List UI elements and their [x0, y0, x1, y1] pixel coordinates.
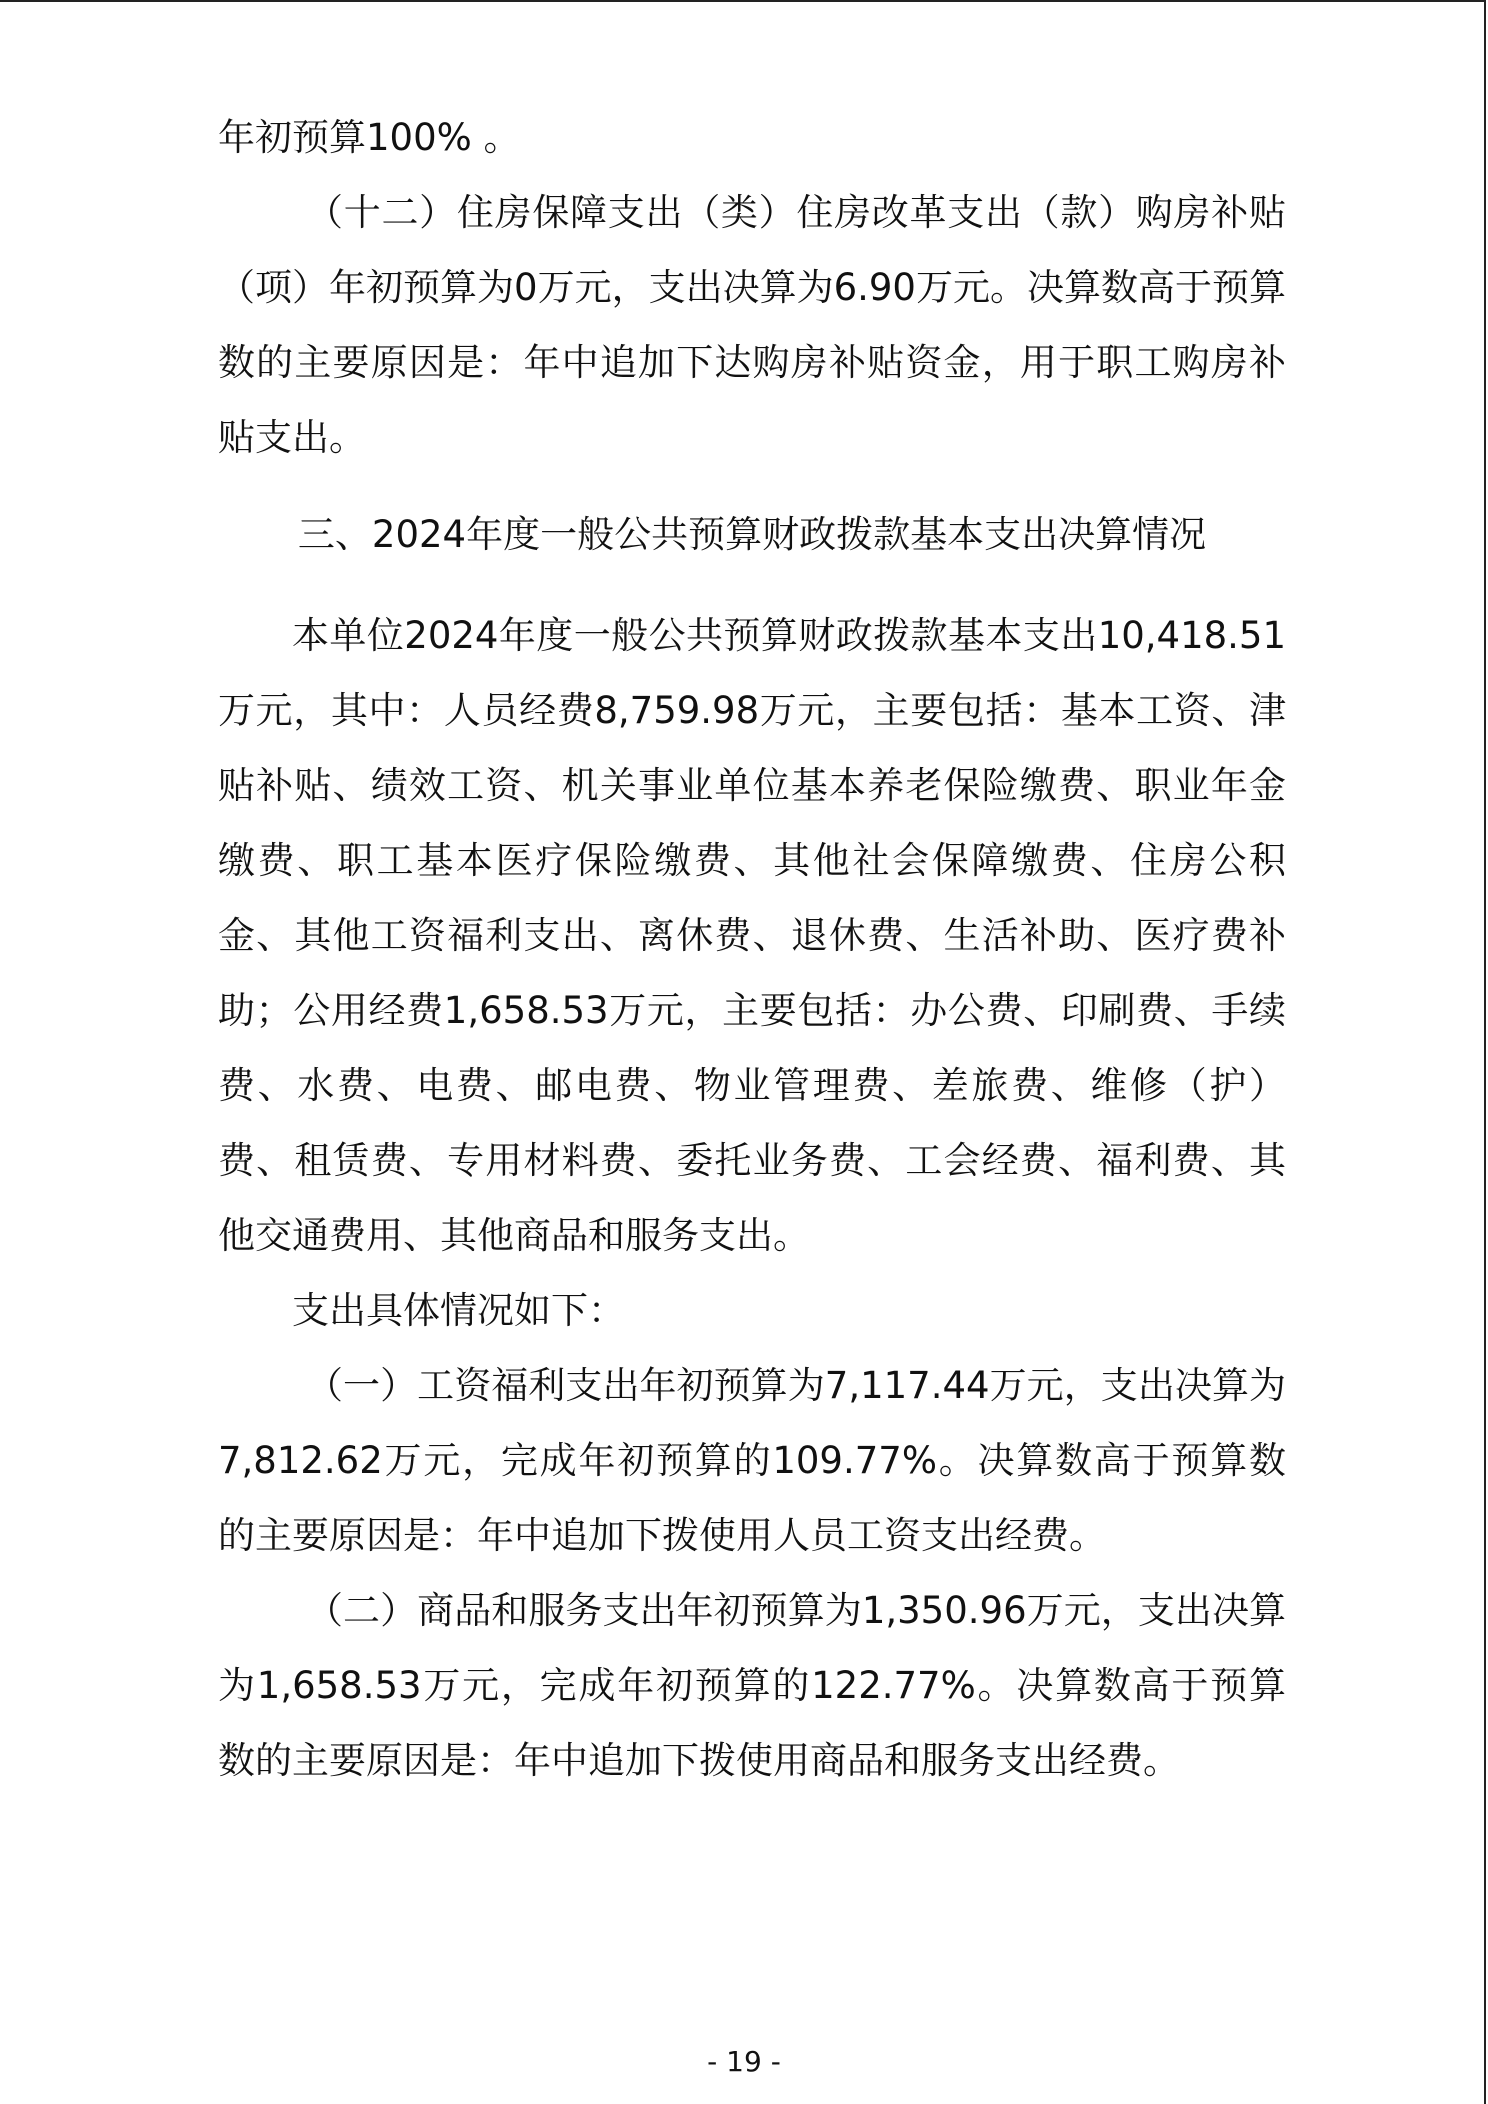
paragraph-item-1-wages: （一）工资福利支出年初预算为7,117.44万元，支出决算为7,812.62万元，完成年初预算的109.77%。决算数高于预算数的主要原因是：年中追加下拨使用人员工资支出经费。 [218, 1364, 1286, 1557]
page-number: - 19 - [707, 2045, 781, 2078]
document-body [218, 100, 1286, 1798]
section-heading: 三、2024年度一般公共预算财政拨款基本支出决算情况 [297, 513, 1207, 556]
paragraph-item-2-goods-services: （二）商品和服务支出年初预算为1,350.96万元，支出决算为1,658.53万元，完成年初预算的122.77%。决算数高于预算数的主要原因是：年中追加下拨使用商品和服务支出经费。 [218, 1589, 1286, 1782]
paragraph-basic-expenditure: 本单位2024年度一般公共预算财政拨款基本支出10,418.51万元，其中：人员经费8,759.98万元，主要包括：基本工资、津贴补贴、绩效工资、机关事业单位基本养老保险缴费、职业年金缴费、职工基本医疗保险缴费、其他社会保障缴费、住房公积金、其他工资福利支出、离休费、退休费、生活补助、医疗费补助；公用经费1,658.53万元，主要包括：办公费、印刷费、手续费、水费、电费、邮电费、物业管理费、差旅费、维修（护）费、租赁费、专用材料费、委托业务费、工会经费、福利费、其他交通费用、其他商品和服务支出。 [218, 614, 1286, 1257]
paragraph-continuation: 年初预算100% 。 [218, 116, 521, 159]
paragraph-details-intro: 支出具体情况如下： [292, 1289, 625, 1332]
paragraph-item-12-housing: （十二）住房保障支出（类）住房改革支出（款）购房补贴（项）年初预算为0万元，支出决算为6.90万元。决算数高于预算数的主要原因是：年中追加下达购房补贴资金，用于职工购房补贴支出。 [218, 191, 1286, 459]
